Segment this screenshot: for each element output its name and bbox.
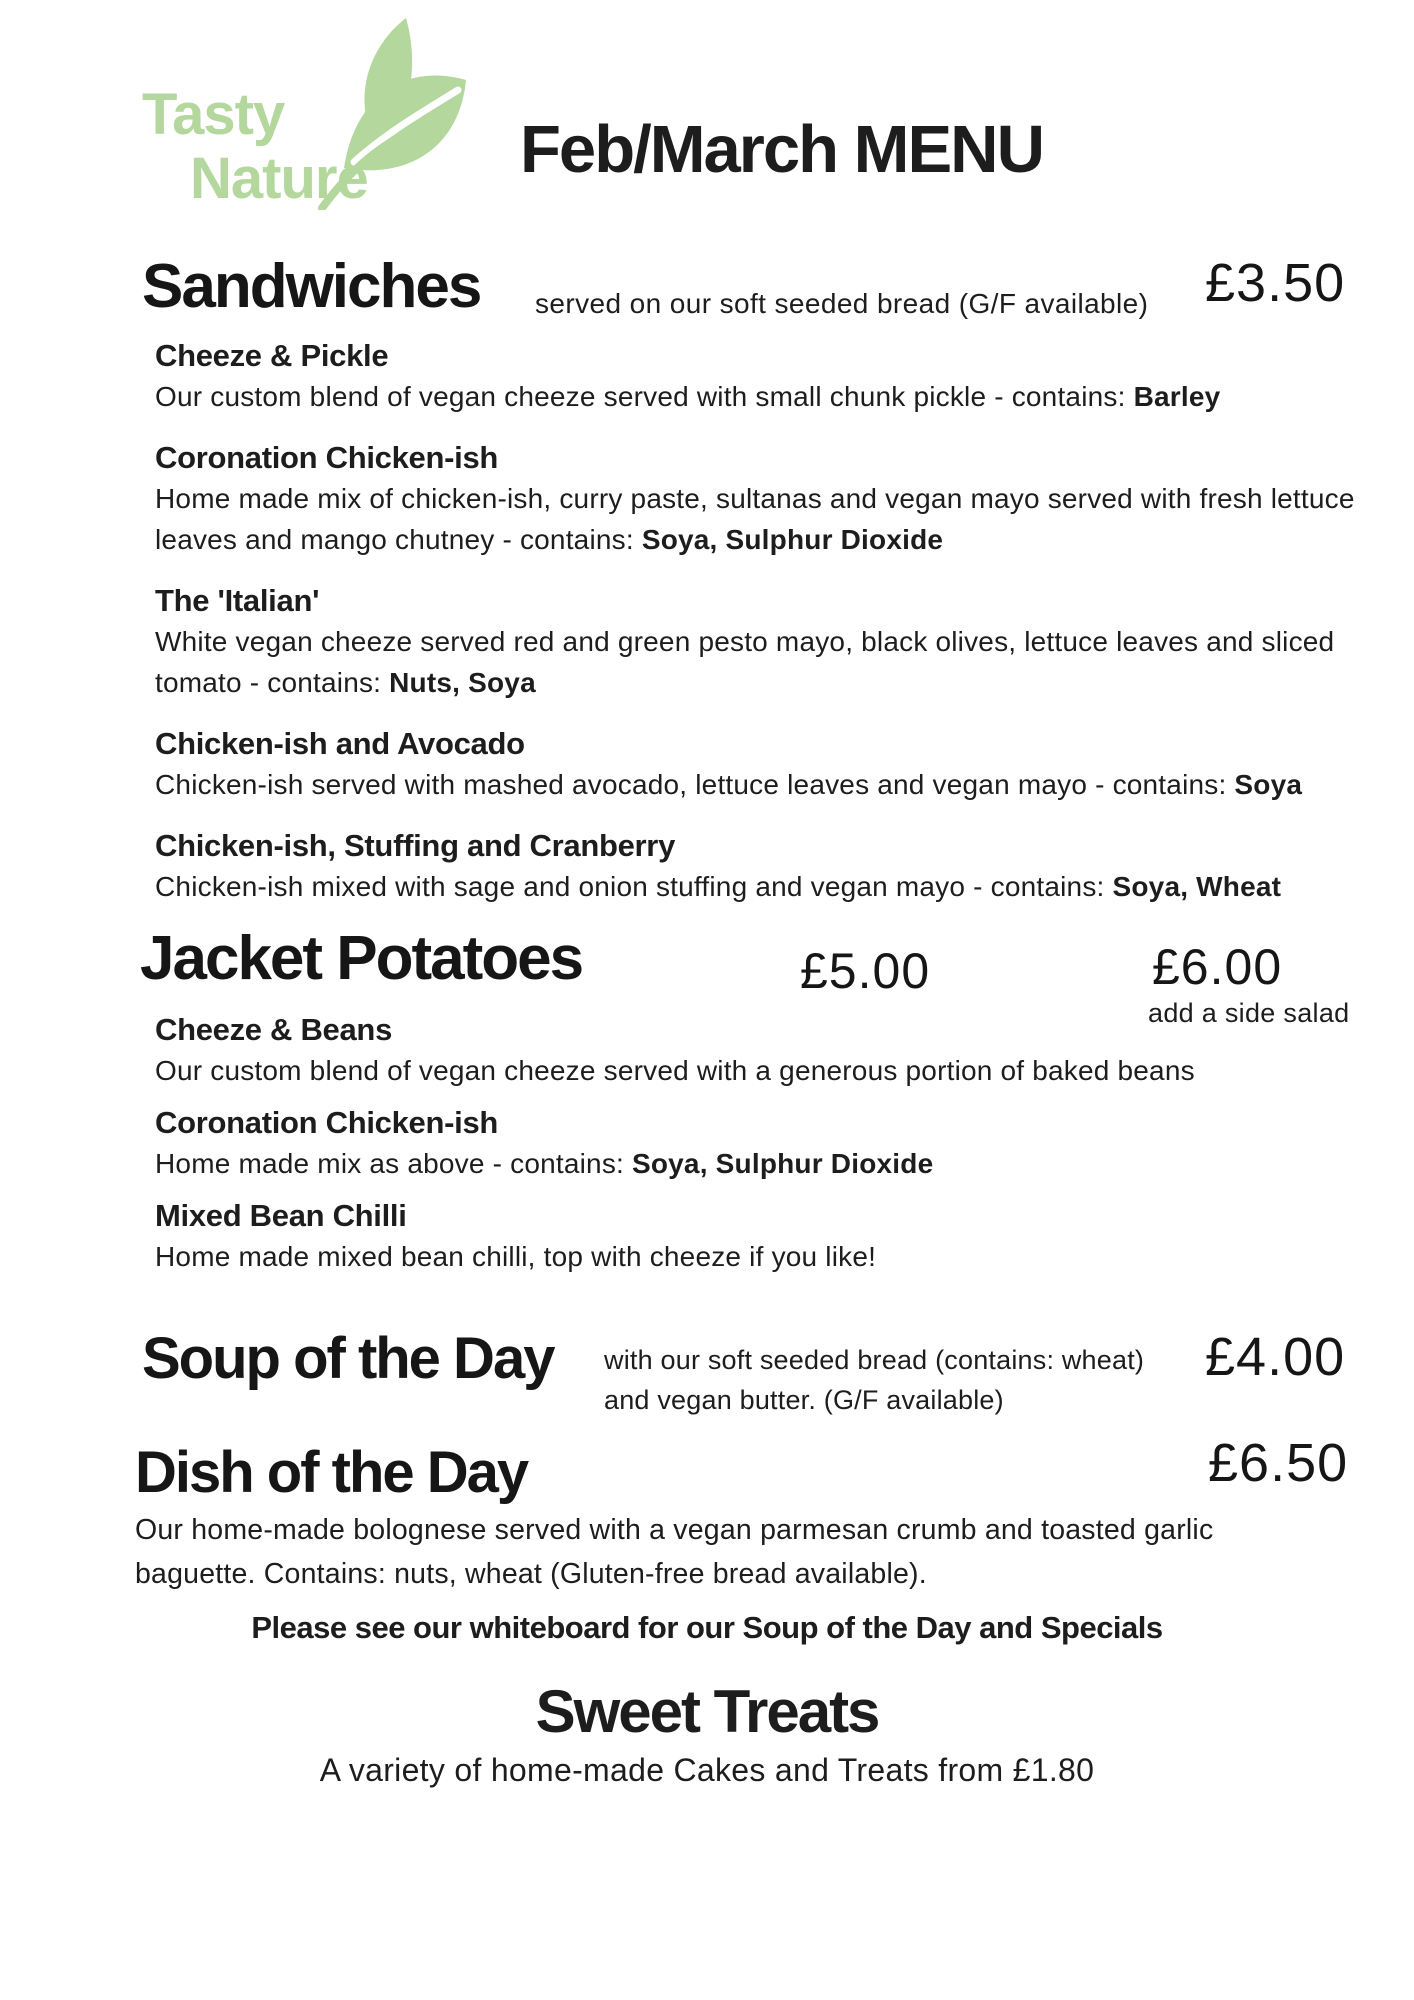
- dish-description: Our home-made bolognese served with a vegan parmesan crumb and toasted garlic baguette. Contains: nuts, wheat (Gluten-free bread available).: [135, 1514, 1214, 1590]
- section-title-soup-of-the-day: Soup of the Day: [142, 1326, 554, 1391]
- item-desc-text: White vegan cheeze served red and green pesto mayo, black olives, lettuce leaves and sliced tomato - contains:: [155, 626, 1335, 698]
- item-name: Cheeze & Pickle: [155, 338, 389, 373]
- menu-item-cheeze-beans: [155, 1010, 1414, 1091]
- item-allergens: Soya: [1234, 769, 1303, 800]
- soup-price: £4.00: [1205, 1327, 1346, 1387]
- whiteboard-notice: Please see our whiteboard for our Soup of the Day and Specials: [251, 1610, 1163, 1645]
- item-allergens: Soya, Wheat: [1112, 871, 1282, 902]
- item-allergens: Soya, Sulphur Dioxide: [641, 524, 944, 555]
- jacket-potatoes-price: £5.00: [800, 943, 931, 999]
- brand-name-line1: Tasty: [142, 82, 285, 147]
- soup-subtitle-line1: with our soft seeded bread (contains: wheat): [604, 1345, 1145, 1375]
- soup-subtitle: [604, 1340, 1144, 1420]
- menu-item-coronation-chickenish: [155, 438, 1414, 560]
- sandwiches-item-list: [155, 336, 1414, 928]
- item-desc-text: Home made mixed bean chilli, top with cheeze if you like!: [155, 1241, 877, 1272]
- item-desc-text: Home made mix of chicken-ish, curry paste, sultanas and vegan mayo served with fresh lettuce leaves and mango chutney - contains:: [155, 483, 1355, 555]
- item-name: Mixed Bean Chilli: [155, 1198, 407, 1233]
- section-title-jacket-potatoes: Jacket Potatoes: [140, 924, 583, 993]
- item-name: Coronation Chicken-ish: [155, 1105, 499, 1140]
- item-allergens: Nuts, Soya: [389, 667, 536, 698]
- item-name: Cheeze & Beans: [155, 1012, 393, 1047]
- menu-item-coronation-chickenish-jacket: [155, 1103, 1414, 1184]
- menu-item-chickenish-avocado: [155, 724, 1414, 805]
- item-desc-text: Chicken-ish served with mashed avocado, lettuce leaves and vegan mayo - contains:: [155, 769, 1235, 800]
- section-title-dish-of-the-day: Dish of the Day: [135, 1440, 528, 1505]
- menu-item-the-italian: [155, 581, 1414, 703]
- sweet-treats-subtitle: A variety of home-made Cakes and Treats from £1.80: [319, 1752, 1095, 1788]
- item-description: [155, 1236, 1414, 1277]
- soup-subtitle-line2: and vegan butter. (G/F available): [604, 1385, 1004, 1415]
- item-desc-text: Chicken-ish mixed with sage and onion stuffing and vegan mayo - contains:: [155, 871, 1113, 902]
- item-description: [155, 621, 1414, 703]
- sandwiches-subtitle: served on our soft seeded bread (G/F available): [535, 288, 1149, 319]
- item-description: [155, 376, 1414, 417]
- item-description: [155, 764, 1414, 805]
- brand-name-line2: Nature: [190, 146, 368, 211]
- item-description: [155, 1143, 1414, 1184]
- item-desc-text: Home made mix as above - contains:: [155, 1148, 632, 1179]
- section-title-sweet-treats: Sweet Treats: [535, 1678, 879, 1745]
- item-desc-text: Our custom blend of vegan cheeze served with small chunk pickle - contains:: [155, 381, 1134, 412]
- section-title-sandwiches: Sandwiches: [142, 252, 481, 321]
- item-name: Chicken-ish, Stuffing and Cranberry: [155, 828, 676, 863]
- item-name: Chicken-ish and Avocado: [155, 726, 525, 761]
- item-desc-text: Our custom blend of vegan cheeze served with a generous portion of baked beans: [155, 1055, 1195, 1086]
- menu-item-chickenish-stuffing-cranberry: [155, 826, 1414, 907]
- item-allergens: Barley: [1133, 381, 1221, 412]
- jacket-potatoes-salad-note: add a side salad: [1148, 998, 1350, 1028]
- page-title: Feb/March MENU: [520, 112, 1043, 187]
- menu-item-mixed-bean-chilli: [155, 1196, 1414, 1277]
- dish-price: £6.50: [1208, 1433, 1349, 1493]
- item-name: The 'Italian': [155, 583, 320, 618]
- menu-item-cheeze-pickle: [155, 336, 1414, 417]
- item-allergens: Soya, Sulphur Dioxide: [631, 1148, 934, 1179]
- item-name: Coronation Chicken-ish: [155, 440, 499, 475]
- sandwiches-price: £3.50: [1205, 253, 1346, 313]
- item-description: [155, 1050, 1414, 1091]
- jacket-potatoes-item-list: [155, 1010, 1414, 1289]
- jacket-potatoes-price-with-salad: £6.00: [1152, 939, 1283, 995]
- item-description: [155, 478, 1414, 560]
- item-description: [155, 866, 1414, 907]
